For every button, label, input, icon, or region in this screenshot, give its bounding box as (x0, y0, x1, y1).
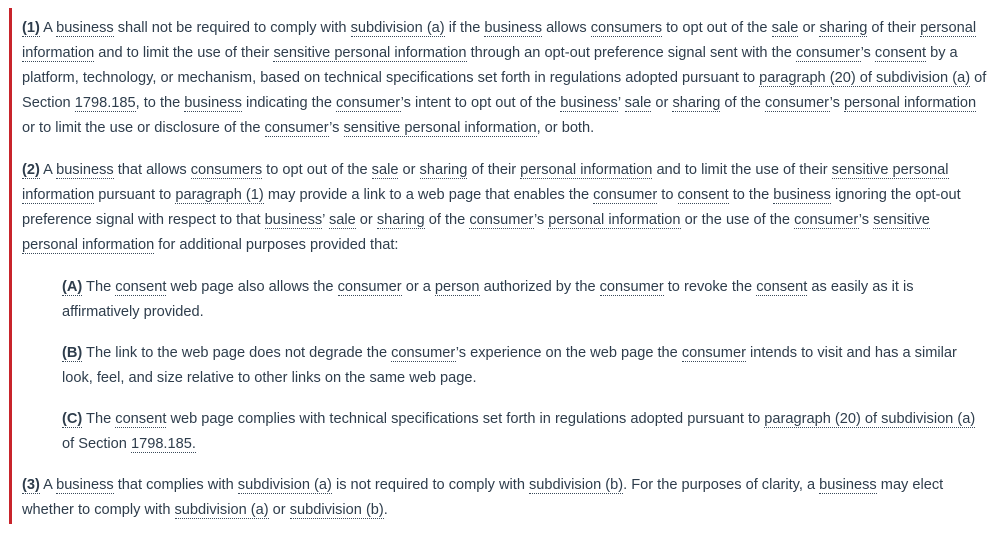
defined-term-link[interactable]: sharing (819, 20, 868, 36)
text: and to limit the use of their (652, 162, 832, 178)
text: The (82, 411, 116, 427)
text: and to limit the use of their (94, 45, 274, 61)
defined-term-link[interactable]: sensitive personal information (343, 120, 537, 136)
defined-term-link[interactable]: personal information (22, 20, 977, 61)
paragraph-pA (62, 275, 988, 325)
defined-term-link[interactable]: sensitive personal information (22, 212, 930, 253)
text: of the (424, 212, 470, 228)
text: of Section (22, 70, 987, 111)
defined-term-link[interactable]: consumer (264, 120, 330, 136)
defined-term-link[interactable]: sensitive personal information (273, 45, 467, 61)
defined-term-link[interactable]: sharing (376, 212, 425, 228)
defined-term-link[interactable]: paragraph (1) (175, 187, 264, 203)
defined-term-link[interactable]: sharing (419, 162, 468, 178)
paragraph-p3 (22, 473, 988, 523)
paragraph-label-link[interactable]: (A) (62, 279, 83, 295)
text: or (651, 95, 673, 111)
defined-term-link[interactable]: consent (115, 279, 167, 295)
defined-term-link[interactable]: business (56, 20, 114, 36)
defined-term-link[interactable]: personal information (548, 212, 681, 228)
text: The (82, 279, 116, 295)
text: A (39, 477, 57, 493)
text: , or both. (536, 120, 595, 136)
text: is not required to comply with (331, 477, 529, 493)
defined-term-link[interactable]: consent (756, 279, 808, 295)
text: to opt out of the (262, 162, 372, 178)
text: to opt out of the (662, 20, 772, 36)
paragraph-label-link[interactable]: (3) (22, 477, 40, 493)
text: ’s (860, 45, 875, 61)
text: to (657, 187, 678, 203)
defined-term-link[interactable]: consumers (190, 162, 263, 178)
text: ’s (858, 212, 874, 228)
paragraph-label-link[interactable]: (2) (22, 162, 40, 178)
text: for additional purposes provided that: (154, 237, 399, 253)
defined-term-link[interactable]: sale (771, 20, 799, 36)
defined-term-link[interactable]: consumer (469, 212, 534, 228)
text: if the (444, 20, 485, 36)
defined-term-link[interactable]: consent (115, 411, 167, 427)
defined-term-link[interactable]: subdivision (a) (350, 20, 445, 36)
defined-term-link[interactable]: personal information (843, 95, 977, 111)
text: ignoring the opt-out preference signal with respect to that (22, 187, 961, 228)
text: to revoke the (663, 279, 757, 295)
text: ’ (617, 95, 625, 111)
text: by a platform, technology, or mechanism, based on technical specifications set forth in regulations adopted pursuant to (22, 45, 958, 86)
defined-term-link[interactable]: subdivision (b) (529, 477, 624, 493)
text: shall not be required to comply with (113, 20, 351, 36)
defined-term-link[interactable]: consent (677, 187, 729, 203)
defined-term-link[interactable]: subdivision (a) (237, 477, 332, 493)
defined-term-link[interactable]: personal information (520, 162, 653, 178)
defined-term-link[interactable]: business (484, 20, 543, 36)
defined-term-link[interactable]: consumer (337, 279, 402, 295)
defined-term-link[interactable]: sale (328, 212, 356, 228)
text: or the use of the (680, 212, 795, 228)
defined-term-link[interactable]: business (819, 477, 877, 493)
defined-term-link[interactable]: subdivision (b) (289, 502, 384, 518)
paragraph-p2 (22, 158, 988, 258)
defined-term-link[interactable]: subdivision (a) (174, 502, 269, 518)
defined-term-link[interactable]: consumer (599, 279, 664, 295)
text: of the (720, 95, 765, 111)
defined-term-link[interactable]: consumer (764, 95, 830, 111)
text: web page also allows the (166, 279, 338, 295)
defined-term-link[interactable]: 1798.185. (130, 436, 196, 452)
defined-term-link[interactable]: person (434, 279, 480, 295)
text: authorized by the (479, 279, 600, 295)
defined-term-link[interactable]: sharing (672, 95, 721, 111)
text: intends to visit and has a similar look, feel, and size relative to other links on the same web page. (62, 345, 957, 386)
paragraph-label-link[interactable]: (1) (22, 20, 40, 36)
text: . For the purposes of clarity, a (623, 477, 820, 493)
text: as easily as it is affirmatively provided. (62, 279, 914, 320)
defined-term-link[interactable]: sale (624, 95, 652, 111)
text: ’s intent to opt out of the (400, 95, 561, 111)
text: of their (467, 162, 521, 178)
text: may provide a link to a web page that enables the (263, 187, 594, 203)
defined-term-link[interactable]: consent (874, 45, 927, 61)
text: of Section (62, 436, 131, 452)
text: ’s (533, 212, 549, 228)
text: or to limit the use or disclosure of the (22, 120, 265, 136)
section-highlight-bar (9, 8, 12, 524)
text: that allows (113, 162, 191, 178)
text: or (268, 502, 290, 518)
text: or a (401, 279, 435, 295)
defined-term-link[interactable]: paragraph (20) of subdivision (a) (764, 411, 976, 427)
defined-term-link[interactable]: consumer (391, 345, 456, 361)
defined-term-link[interactable]: paragraph (20) of subdivision (a) (759, 70, 971, 86)
defined-term-link[interactable]: consumer (681, 345, 746, 361)
text: ’s (829, 95, 844, 111)
text: A (39, 162, 57, 178)
text: ’s (329, 120, 344, 136)
paragraph-label-link[interactable]: (C) (62, 411, 83, 427)
paragraph-pC (62, 407, 988, 457)
text: that complies with (113, 477, 238, 493)
text: , to the (135, 95, 185, 111)
text: allows (542, 20, 591, 36)
paragraph-p1 (22, 16, 988, 141)
defined-term-link[interactable]: consumer (336, 95, 401, 111)
defined-term-link[interactable]: 1798.185 (74, 95, 136, 111)
defined-term-link[interactable]: sensitive personal information (22, 162, 949, 203)
text: web page complies with technical specifications set forth in regulations adopted pursuant to (166, 411, 765, 427)
defined-term-link[interactable]: business (56, 477, 114, 493)
defined-term-link[interactable]: consumer (593, 187, 658, 203)
text: ’ (322, 212, 329, 228)
defined-term-link[interactable]: business (184, 95, 242, 111)
text: indicating the (241, 95, 337, 111)
legal-text-body (22, 16, 988, 540)
text: of their (867, 20, 921, 36)
defined-term-link[interactable]: consumer (794, 212, 859, 228)
paragraph-label-link[interactable]: (B) (62, 345, 83, 361)
text: pursuant to (94, 187, 176, 203)
defined-term-link[interactable]: business (56, 162, 114, 178)
text: The link to the web page does not degrade the (82, 345, 392, 361)
text: or (398, 162, 420, 178)
text: or (798, 20, 820, 36)
defined-term-link[interactable]: sale (371, 162, 399, 178)
text: to the (728, 187, 774, 203)
text: or (355, 212, 377, 228)
text: may elect whether to comply with (22, 477, 944, 518)
defined-term-link[interactable]: consumers (590, 20, 663, 36)
defined-term-link[interactable]: consumer (795, 45, 861, 61)
text: ’s experience on the web page the (455, 345, 682, 361)
paragraph-pB (62, 341, 988, 391)
text: through an opt-out preference signal sent with the (466, 45, 796, 61)
text: . (383, 502, 388, 518)
defined-term-link[interactable]: business (560, 95, 618, 111)
defined-term-link[interactable]: business (264, 212, 323, 228)
defined-term-link[interactable]: business (773, 187, 831, 203)
text: A (39, 20, 57, 36)
